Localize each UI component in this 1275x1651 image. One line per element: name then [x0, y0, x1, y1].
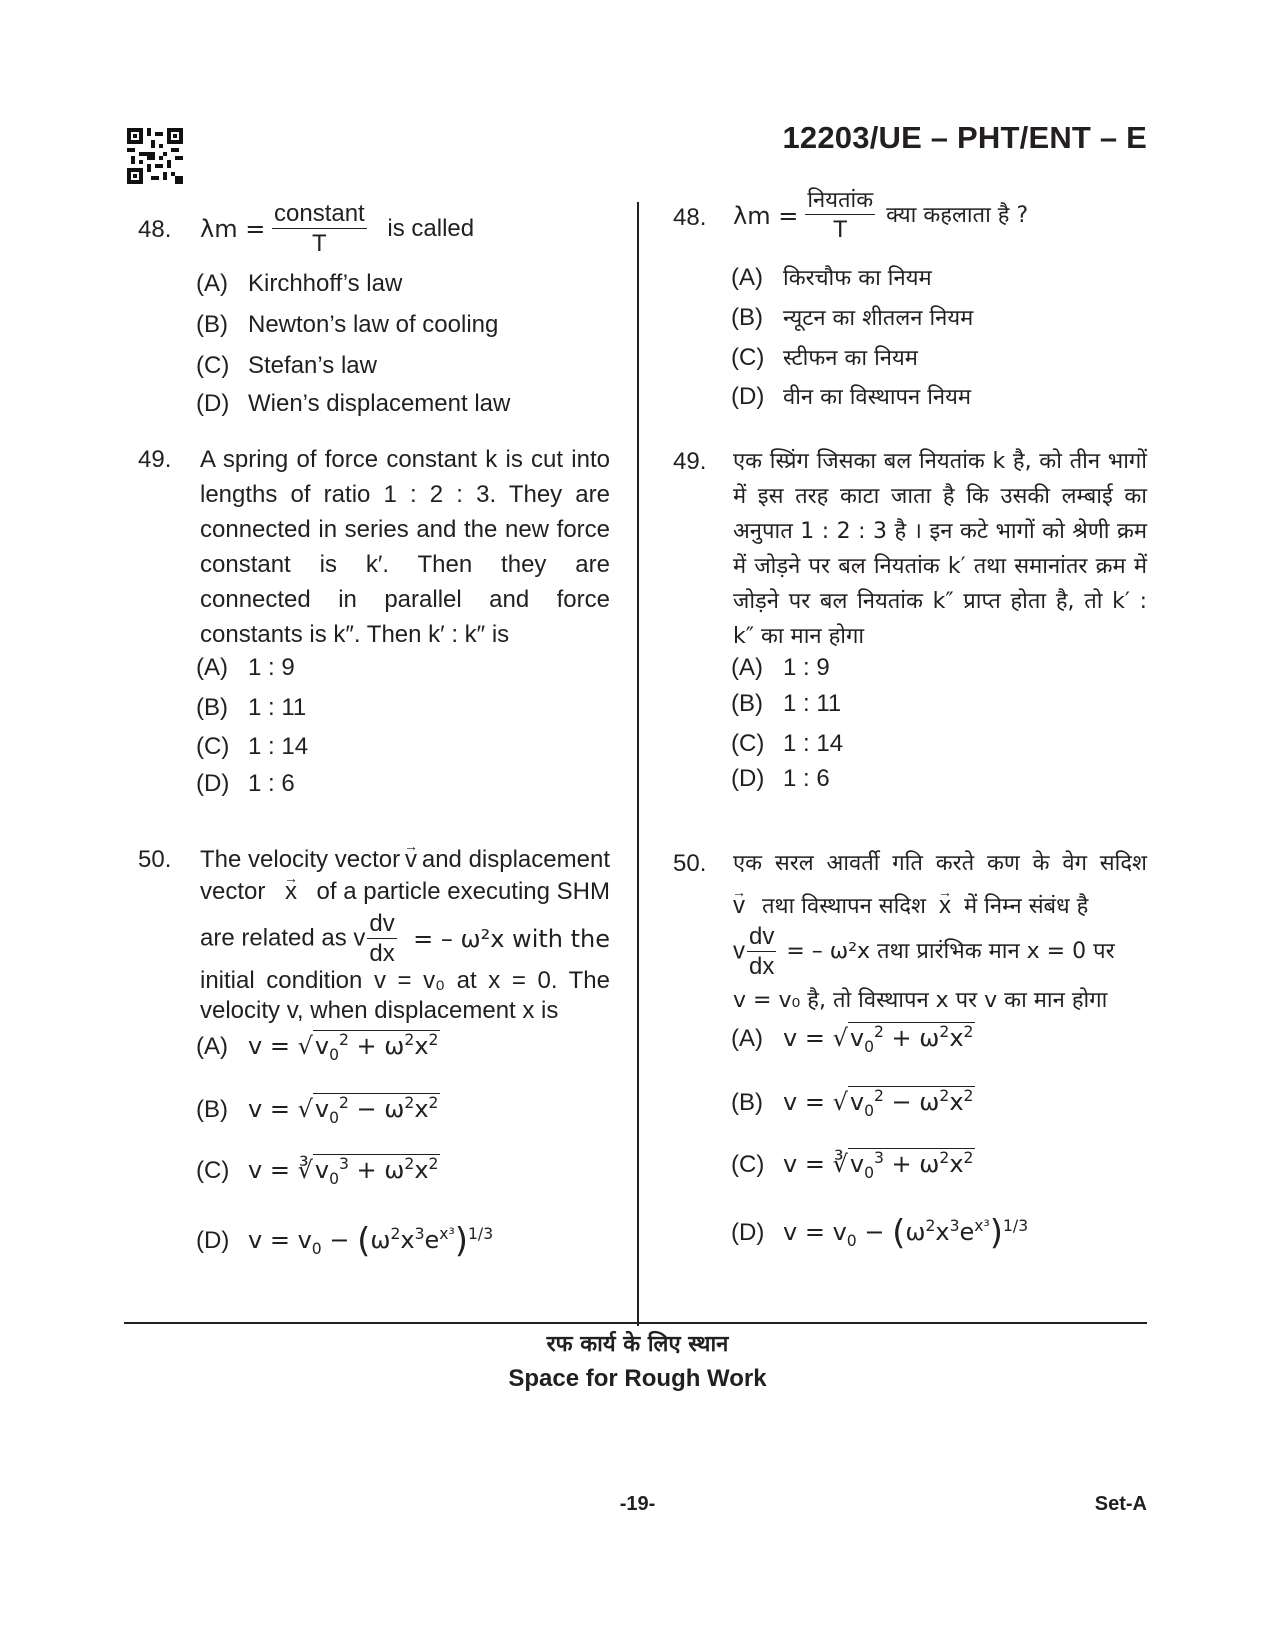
question-stem: क्या कहलाता है ?	[886, 203, 1029, 228]
option-a: (A) किरचौफ का नियम	[731, 264, 932, 291]
option-c: (C) $v = ∛v_0^3 + \omega^2x^2$	[731, 1149, 974, 1182]
q50-line-4: initial condition v = v₀ at x = 0. The	[200, 967, 610, 994]
rough-work-label: Space for Rough Work	[508, 1365, 767, 1392]
paper-code: 12203/UE – PHT/ENT – E	[782, 120, 1147, 155]
q50-line-5: velocity v, when displacement x is	[200, 997, 559, 1024]
option-b: (B) 1 : 11	[196, 694, 307, 721]
set-label: Set-A	[1094, 1493, 1147, 1515]
option-c: (C) स्टीफन का नियम	[731, 344, 918, 371]
niyatank-over-T: $\frac{\text{नियतांक}}{T}$	[807, 188, 874, 243]
question-text: एक स्प्रिंग जिसका बल नियतांक k है, को तीन भागों में इस तरह काटा जाता है कि उसकी लम्बाई का अनुपात 1 : 2 : 3 है । इन कटे भागों को श्रेणी क्रम में जोड़ने पर बल नियतांक k′ तथा समानांतर क्रम में जोड़ने पर बल नियतांक k″ प्राप्त होता है, तो k′ : k″ का मान होगा	[733, 449, 1147, 649]
bottom-divider	[124, 1322, 1147, 1324]
option-a: (A) $v = √v_0^2 + \omega^2x^2$	[731, 1023, 974, 1056]
option-a: (A) 1 : 9	[731, 654, 830, 681]
dv-over-dx: $\frac{dv}{dx}$	[369, 910, 395, 967]
option-d: (D) 1 : 6	[196, 770, 295, 797]
lambda-m: λm =	[200, 215, 266, 243]
question-text: A spring of force constant k is cut into lengths of ratio 1 : 2 : 3. They are connected in series and the new force constant is k′. Then they are connected in parallel and force constants is k″. Then k′ : k″ is	[200, 446, 610, 648]
option-d: (D) 1 : 6	[731, 765, 830, 792]
question-stem: is called	[387, 215, 475, 242]
qr-code-icon	[127, 128, 183, 184]
option-a: (A) $v = √v_0^2 + \omega^2x^2$	[196, 1031, 439, 1064]
option-c: (C) Stefan’s law	[196, 352, 377, 379]
option-c: (C) 1 : 14	[731, 730, 844, 757]
option-b: (B) $v = √v_0^2 - \omega^2x^2$	[196, 1094, 439, 1127]
q50-line-3: v $\frac{dv}{dx}$ = – ω²x तथा प्रारंभिक मान x = 0 पर	[733, 923, 1115, 980]
question-number: 48.	[138, 216, 172, 243]
constant-over-T: $\frac{\text{constant}}{T}$	[274, 200, 365, 257]
velocity-vector: → v	[405, 842, 417, 878]
option-a: (A) Kirchhoff’s law	[196, 270, 403, 297]
option-d: (D) Wien’s displacement law	[196, 390, 511, 417]
option-b: (B) Newton’s law of cooling	[196, 311, 499, 338]
question-49-en: 49. A spring of force constant k is cut into lengths of ratio 1 : 2 : 3. They are connected in series and the new force constant is k′. Then they are connected in parallel and force constants is k″. Then k′ : k″ is (A) 1 : 9 (B) 1 : 11 (C) 1 : 14 (D) 1 : 6	[138, 442, 610, 652]
page-number: -19-	[619, 1493, 656, 1515]
option-b: (B) 1 : 11	[731, 690, 842, 717]
displacement-vector: → x	[285, 874, 297, 910]
q50-line-2: vector → x of a particle executing SHM	[200, 874, 610, 910]
q50-line-4: v = v₀ है, तो विस्थापन x पर v का मान होगा	[733, 988, 1108, 1013]
q50-line-1: The velocity vector → v and displacement	[200, 842, 610, 878]
q50-line-1: एक सरल आवर्ती गति करते कण के वेग सदिश	[733, 851, 1147, 876]
option-b: (B) $v = √v_0^2 - \omega^2x^2$	[731, 1087, 974, 1120]
option-d: (D) वीन का विस्थापन नियम	[731, 383, 972, 410]
dv-over-dx: $\frac{dv}{dx}$	[749, 923, 775, 980]
q50-line-2: → v तथा विस्थापन सदिश → x में निम्न संबंध है	[733, 888, 1147, 925]
column-divider	[637, 202, 639, 1326]
option-b: (B) न्यूटन का शीतलन नियम	[731, 304, 974, 331]
option-c: (C) 1 : 14	[196, 733, 309, 760]
option-a: (A) 1 : 9	[196, 654, 295, 681]
displacement-vector: → x	[939, 888, 951, 924]
q50-line-3: are related as v $\frac{dv}{dx}$ = – ω²x with the	[200, 910, 610, 967]
question-49-hi: 49. एक स्प्रिंग जिसका बल नियतांक k है, को तीन भागों में इस तरह काटा जाता है कि उसकी लम्बाई का अनुपात 1 : 2 : 3 है । इन कटे भागों को श्रेणी क्रम में जोड़ने पर बल नियतांक k′ तथा समानांतर क्रम में जोड़ने पर बल नियतांक k″ प्राप्त होता है, तो k′ : k″ का मान होगा (A) 1 : 9 (B) 1 : 11 (C) 1 : 14 (D) 1 : 6	[673, 444, 1147, 654]
option-c: (C) $v = ∛v_0^3 + \omega^2x^2$	[196, 1155, 439, 1188]
option-d: (D) $v = v_0 - (\omega^2x^3e^{x^3})^{1/3}$	[196, 1221, 494, 1261]
rough-work-label-hindi: रफ कार्य के लिए स्थान	[546, 1332, 729, 1357]
velocity-vector: → v	[733, 888, 745, 924]
option-d: (D) $v = v_0 - (\omega^2x^3e^{x^3})^{1/3}$	[731, 1213, 1029, 1253]
